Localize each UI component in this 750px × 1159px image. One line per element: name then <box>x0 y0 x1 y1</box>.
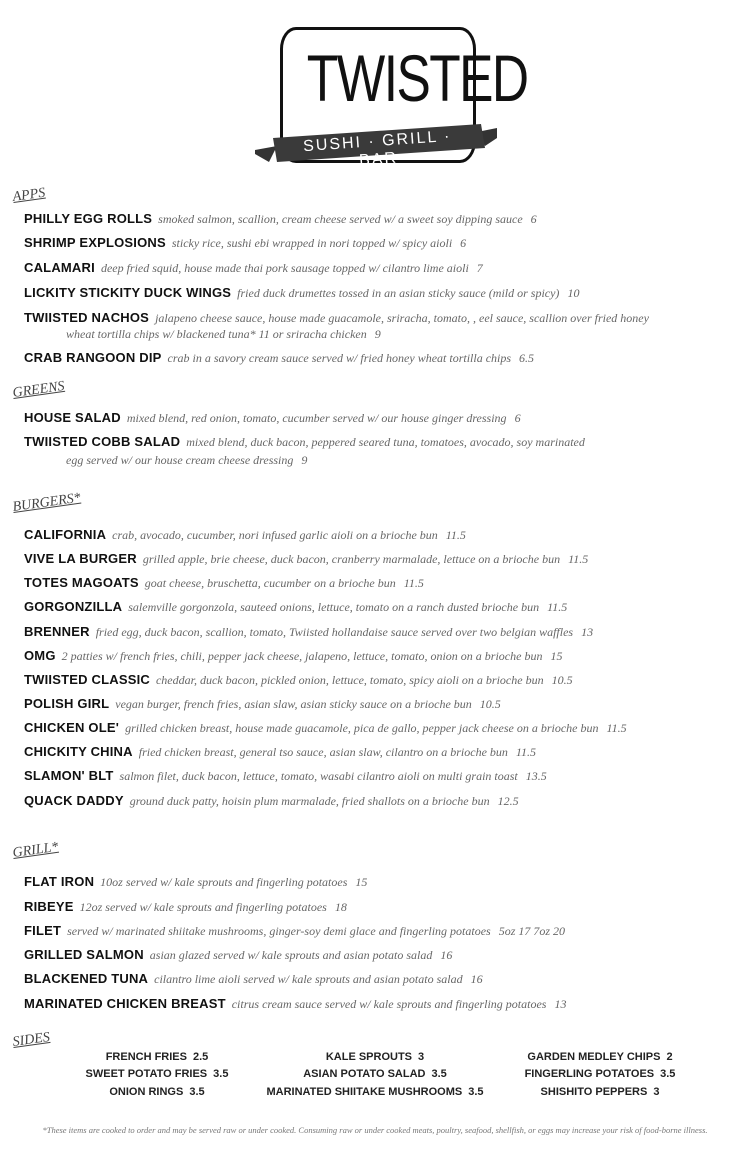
item-name: SLAMON' BLT <box>24 768 114 783</box>
side-price: 2 <box>666 1051 673 1063</box>
menu-item <box>24 899 347 915</box>
item-description: fried egg, duck bacon, scallion, tomato, Twiisted hollandaise sauce served over two belgian waffles <box>95 625 574 639</box>
side-name: ASIAN POTATO SALAD <box>303 1068 426 1080</box>
item-description: salemville gorgonzola, sauteed onions, lettuce, tomato on a ranch dusted brioche bun <box>128 600 540 614</box>
menu-item <box>24 235 466 251</box>
menu-item <box>24 874 367 890</box>
item-price: 13 <box>581 625 594 639</box>
item-price: 6 <box>514 411 521 425</box>
menu-item <box>24 285 579 301</box>
menu-item <box>24 310 649 326</box>
item-name: GRILLED SALMON <box>24 947 144 962</box>
item-description: crab in a savory cream sauce served w/ fried honey wheat tortilla chips <box>167 351 512 365</box>
item-description-continued <box>60 452 307 468</box>
item-price: 11.5 <box>403 576 424 590</box>
side-item <box>245 1051 505 1063</box>
item-price: 15 <box>355 875 368 889</box>
logo-wordmark: TWISTED <box>306 41 528 115</box>
side-name: KALE SPROUTS <box>325 1051 413 1063</box>
item-price: 13.5 <box>525 769 547 783</box>
item-description: mixed blend, duck bacon, peppered seared tuna, tomatoes, avocado, soy marinated <box>186 435 585 449</box>
item-price: 6.5 <box>519 351 535 365</box>
side-item <box>470 1051 730 1063</box>
item-name: CHICKITY CHINA <box>24 744 133 759</box>
item-name: QUACK DADDY <box>24 793 124 808</box>
menu-item <box>24 672 573 688</box>
item-name: BLACKENED TUNA <box>24 971 149 986</box>
item-name: TWIISTED CLASSIC <box>24 672 150 687</box>
food-safety-footnote: *These items are cooked to order and may be served raw or under cooked. Consuming raw or under cooked meats, poultry, seafood, shellfish, or eggs may increase your risk of food-borne illness. <box>42 1125 708 1135</box>
item-description: salmon filet, duck bacon, lettuce, tomato, wasabi cilantro aioli on multi grain toast <box>119 769 518 783</box>
item-description: deep fried squid, house made thai pork sausage topped w/ cilantro lime aioli <box>100 261 469 275</box>
item-description: mixed blend, red onion, tomato, cucumber served w/ our house ginger dressing <box>126 411 507 425</box>
menu-item <box>24 527 466 543</box>
menu-item <box>24 260 483 276</box>
item-description: ground duck patty, hoisin plum marmalade, fried shallots on a brioche bun <box>129 794 490 808</box>
side-price: 3.5 <box>660 1068 676 1080</box>
side-name: SHISHITO PEPPERS <box>540 1086 648 1098</box>
item-description: served w/ marinated shiitake mushrooms, ginger-soy demi glace and fingerling potatoes <box>67 924 491 938</box>
item-price: 9 <box>374 327 381 341</box>
side-item <box>470 1068 730 1080</box>
menu-item <box>24 696 501 712</box>
item-description: 10oz served w/ kale sprouts and fingerling potatoes <box>100 875 348 889</box>
menu-item <box>24 211 537 227</box>
side-name: FRENCH FRIES <box>105 1051 187 1063</box>
item-price: 9 <box>301 453 308 467</box>
item-price: 11.5 <box>568 552 589 566</box>
section-heading-greens: GREENS <box>11 378 66 402</box>
item-name: FLAT IRON <box>24 874 95 889</box>
item-description-continued <box>60 326 381 342</box>
menu-item <box>24 599 567 615</box>
item-description: asian glazed served w/ kale sprouts and asian potato salad <box>149 948 433 962</box>
item-description: grilled chicken breast, house made guacamole, pica de gallo, pepper jack cheese on a brioche bun <box>125 721 599 735</box>
menu-item <box>24 410 521 426</box>
item-description: fried duck drumettes tossed in an asian sticky sauce (mild or spicy) <box>237 286 560 300</box>
item-description: sticky rice, sushi ebi wrapped in nori topped w/ spicy aioli <box>171 236 453 250</box>
item-description: crab, avocado, cucumber, nori infused garlic aioli on a brioche bun <box>112 528 438 542</box>
side-price: 3 <box>653 1086 660 1098</box>
item-name: HOUSE SALAD <box>24 410 121 425</box>
side-price: 3.5 <box>213 1068 229 1080</box>
item-name: CHICKEN OLE' <box>24 720 120 735</box>
item-description: fried chicken breast, general tso sauce, asian slaw, cilantro on a brioche bun <box>138 745 508 759</box>
item-name: VIVE LA BURGER <box>24 551 137 566</box>
item-price: 16 <box>440 948 453 962</box>
section-heading-apps: APPS <box>11 185 47 206</box>
logo-tagline: SUSHI · GRILL · BAR <box>302 127 453 170</box>
item-name: TWIISTED NACHOS <box>24 310 150 325</box>
side-name: SWEET POTATO FRIES <box>85 1068 208 1080</box>
side-price: 3.5 <box>468 1086 484 1098</box>
menu-item <box>24 996 566 1012</box>
item-name: LICKITY STICKITY DUCK WINGS <box>24 285 232 300</box>
restaurant-logo <box>255 22 528 172</box>
menu-item <box>24 551 588 567</box>
section-heading-sides: SIDES <box>11 1029 51 1051</box>
item-description: vegan burger, french fries, asian slaw, asian sticky sauce on a brioche bun <box>115 697 472 711</box>
item-price: 11.5 <box>547 600 568 614</box>
item-description: smoked salmon, scallion, cream cheese served w/ a sweet soy dipping sauce <box>158 212 523 226</box>
side-item <box>245 1068 505 1080</box>
item-description: 12oz served w/ kale sprouts and fingerling potatoes <box>79 900 327 914</box>
item-description: goat cheese, bruschetta, cucumber on a brioche bun <box>144 576 396 590</box>
item-price: 10.5 <box>479 697 501 711</box>
item-price: 16 <box>470 972 483 986</box>
item-name: TOTES MAGOATS <box>24 575 139 590</box>
item-price: 5oz 17 7oz 20 <box>498 924 566 938</box>
menu-item <box>24 720 627 736</box>
item-description-continuation: wheat tortilla chips w/ blackened tuna* 11 or sriracha chicken <box>66 327 367 341</box>
item-name: RIBEYE <box>24 899 74 914</box>
item-name: MARINATED CHICKEN BREAST <box>24 996 226 1011</box>
side-price: 3 <box>418 1051 425 1063</box>
item-description-continuation: egg served w/ our house cream cheese dressing <box>66 453 294 467</box>
item-name: CRAB RANGOON DIP <box>24 350 162 365</box>
item-name: POLISH GIRL <box>24 696 110 711</box>
item-name: TWIISTED COBB SALAD <box>24 434 181 449</box>
side-item <box>245 1086 505 1098</box>
item-description: cheddar, duck bacon, pickled onion, lettuce, tomato, spicy aioli on a brioche bun <box>155 673 544 687</box>
item-price: 12.5 <box>497 794 519 808</box>
item-name: CALIFORNIA <box>24 527 107 542</box>
item-description: jalapeno cheese sauce, house made guacamole, sriracha, tomato, , eel sauce, scallion over fried honey <box>155 311 649 325</box>
item-description: cilantro lime aioli served w/ kale sprouts and asian potato salad <box>154 972 463 986</box>
item-price: 11.5 <box>445 528 466 542</box>
item-price: 15 <box>550 649 563 663</box>
menu-item <box>24 434 585 450</box>
menu-item <box>24 971 483 987</box>
item-price: 6 <box>460 236 467 250</box>
menu-item <box>24 768 547 784</box>
menu-item <box>24 923 565 939</box>
section-heading-grill: GRILL* <box>11 839 60 862</box>
side-name: FINGERLING POTATOES <box>524 1068 655 1080</box>
item-name: BRENNER <box>24 624 90 639</box>
menu-item <box>24 793 519 809</box>
menu-item <box>24 648 562 664</box>
side-price: 3.5 <box>189 1086 205 1098</box>
menu-item <box>24 575 424 591</box>
item-price: 13 <box>554 997 567 1011</box>
item-price: 11.5 <box>515 745 537 759</box>
item-name: CALAMARI <box>24 260 95 275</box>
item-name: FILET <box>24 923 62 938</box>
item-description: 2 patties w/ french fries, chili, pepper jack cheese, jalapeno, lettuce, tomato, onion on a brioche bun <box>61 649 543 663</box>
section-heading-burgers: BURGERS* <box>11 490 82 516</box>
side-item <box>470 1086 730 1098</box>
menu-item <box>24 350 534 366</box>
item-name: SHRIMP EXPLOSIONS <box>24 235 166 250</box>
menu-item <box>24 744 536 760</box>
item-price: 6 <box>530 212 537 226</box>
item-price: 7 <box>476 261 483 275</box>
item-price: 10 <box>567 286 580 300</box>
item-name: OMG <box>24 648 56 663</box>
item-description: grilled apple, brie cheese, duck bacon, cranberry marmalade, lettuce on a brioche bun <box>142 552 561 566</box>
item-price: 10.5 <box>551 673 573 687</box>
menu-item <box>24 947 452 963</box>
item-price: 11.5 <box>606 721 627 735</box>
side-name: GARDEN MEDLEY CHIPS <box>527 1051 661 1063</box>
menu-item <box>24 624 593 640</box>
item-name: PHILLY EGG ROLLS <box>24 211 153 226</box>
item-price: 18 <box>334 900 347 914</box>
item-description: citrus cream sauce served w/ kale sprouts and fingerling potatoes <box>231 997 547 1011</box>
side-price: 3.5 <box>431 1068 447 1080</box>
side-price: 2.5 <box>192 1051 209 1063</box>
side-name: ONION RINGS <box>109 1086 184 1098</box>
item-name: GORGONZILLA <box>24 599 123 614</box>
side-name: MARINATED SHIITAKE MUSHROOMS <box>266 1086 463 1098</box>
